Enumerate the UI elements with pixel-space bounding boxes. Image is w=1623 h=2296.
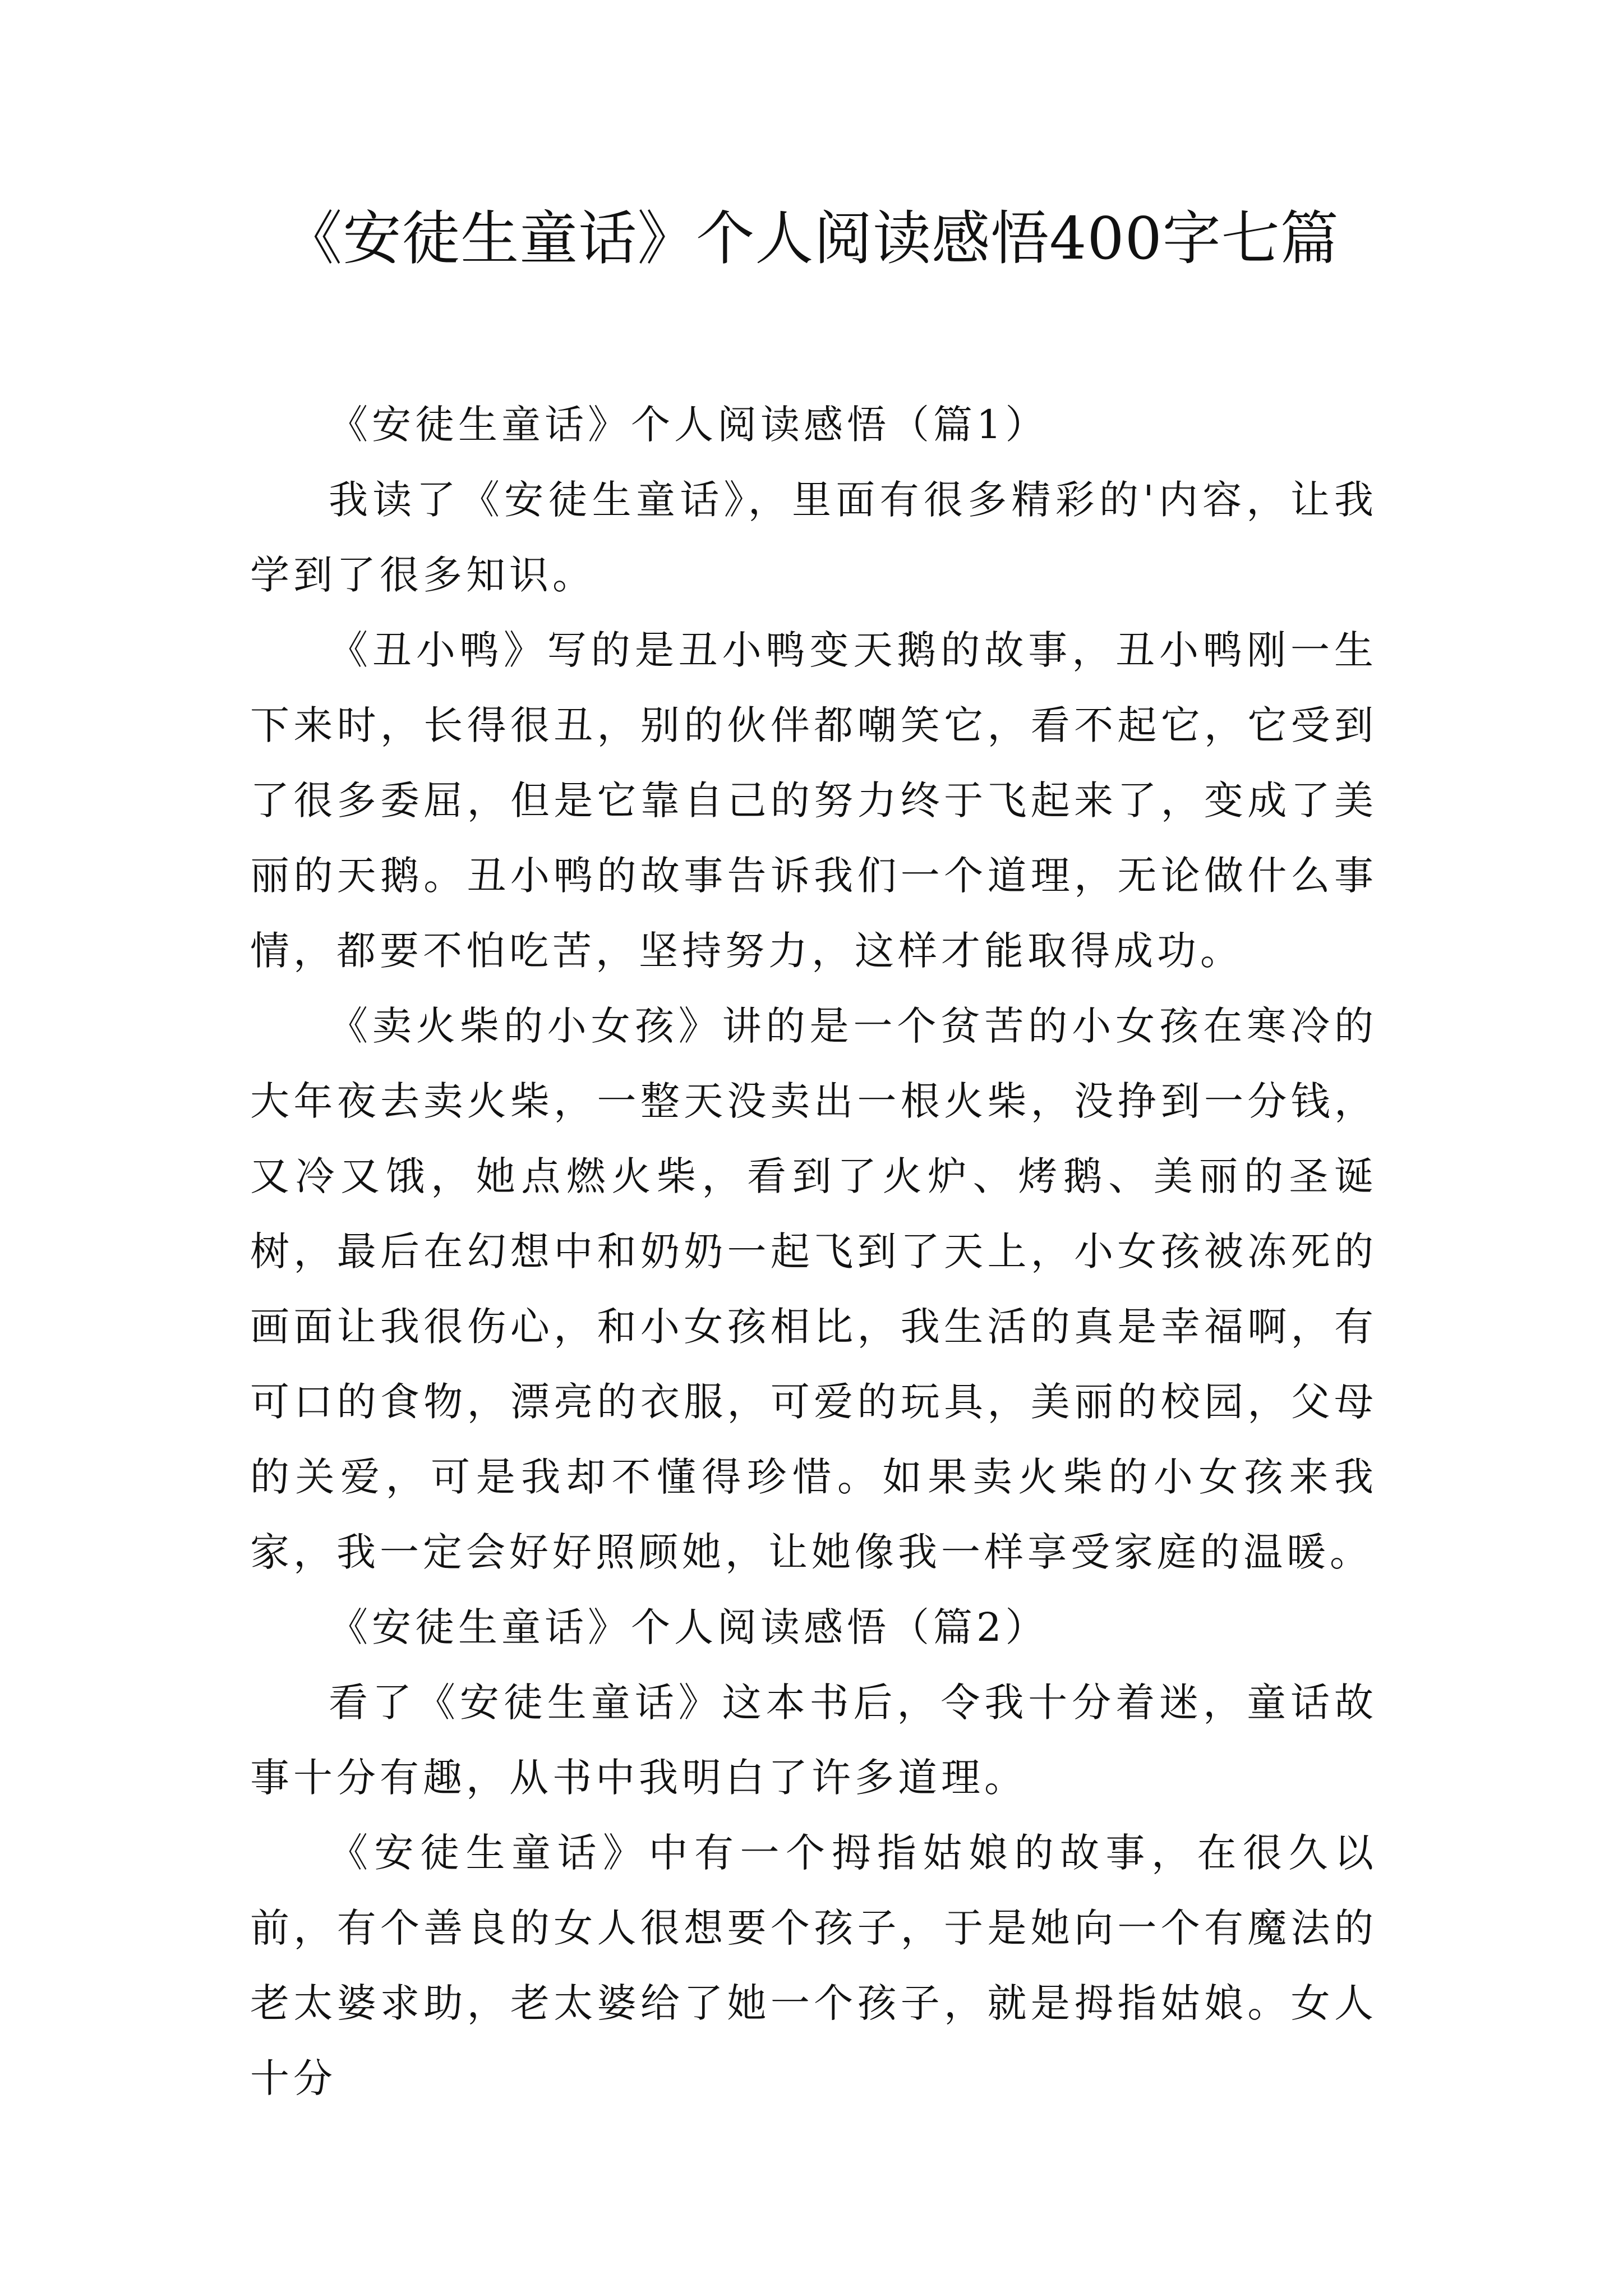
paragraph: 看了《安徒生童话》这本书后，令我十分着迷，童话故事十分有趣，从书中我明白了许多道理。 [250,1680,1377,1801]
section-heading-2: 《安徒生童话》个人阅读感悟（篇2） [329,1604,1049,1650]
document-body [250,387,1377,2116]
paragraph: 《安徒生童话》中有一个拇指姑娘的故事，在很久以前，有个善良的女人很想要个孩子，于是她向一个有魔法的老太婆求助，老太婆给了她一个孩子，就是拇指姑娘。女人十分 [250,1830,1377,2101]
paragraph: 《卖火柴的小女孩》讲的是一个贫苦的小女孩在寒冷的大年夜去卖火柴，一整天没卖出一根火柴，没挣到一分钱，又冷又饿，她点燃火柴，看到了火炉、烤鹅、美丽的圣诞树，最后在幻想中和奶奶一起飞到了天上，小女孩被冻死的画面让我很伤心，和小女孩相比，我生活的真是幸福啊，有可口的食物，漂亮的衣服，可爱的玩具，美丽的校园，父母的关爱，可是我却不懂得珍惜。如果卖火柴的小女孩来我家，我一定会好好照顾她，让她像我一样享受家庭的温暖。 [250,1003,1377,1575]
section-heading-1: 《安徒生童话》个人阅读感悟（篇1） [329,402,1049,448]
document-title: 《安徒生童话》个人阅读感悟400字七篇 [284,204,1339,273]
paragraph: 《丑小鸭》写的是丑小鸭变天鹅的故事，丑小鸭刚一生下来时，长得很丑，别的伙伴都嘲笑它，看不起它，它受到了很多委屈，但是它靠自己的努力终于飞起来了，变成了美丽的天鹅。丑小鸭的故事告诉我们一个道理，无论做什么事情，都要不怕吃苦，坚持努力，这样才能取得成功。 [250,627,1377,974]
paragraph: 我读了《安徒生童话》，里面有很多精彩的'内容，让我学到了很多知识。 [250,477,1377,598]
